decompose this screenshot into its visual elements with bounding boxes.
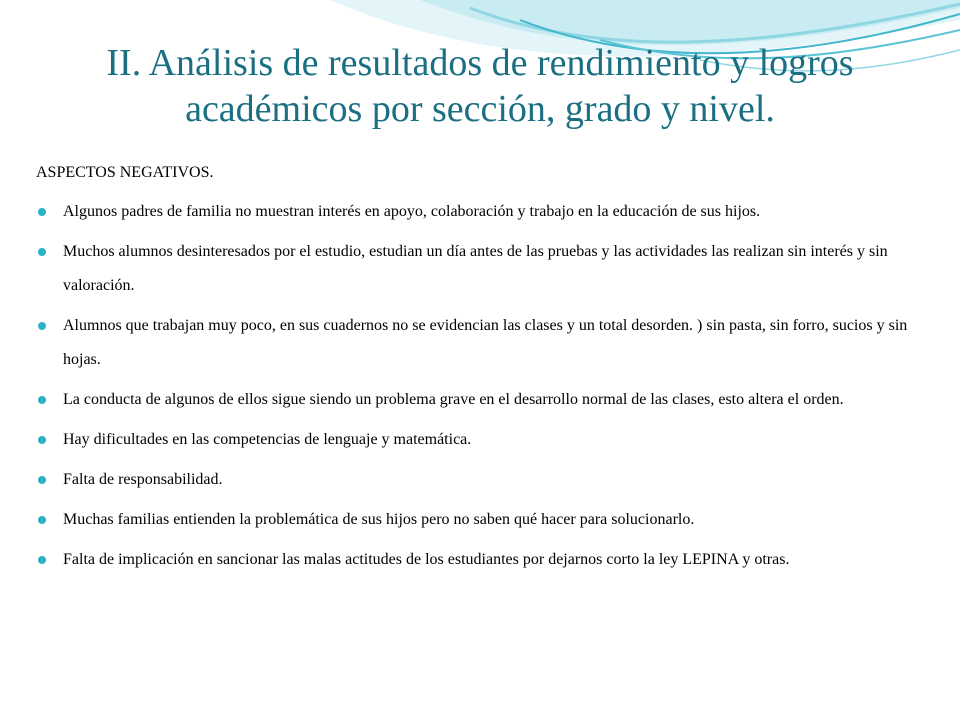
title-line-2: académicos por sección, grado y nivel. [185, 88, 775, 130]
bullet-icon [38, 436, 46, 444]
bullet-item [36, 423, 926, 457]
title-line-1: II. Análisis de resultados de rendimiento y logros [106, 42, 854, 84]
bullet-icon [38, 556, 46, 564]
bullet-list [36, 195, 926, 577]
bullet-text: Hay dificultades en las competencias de lenguaje y matemática. [63, 431, 472, 448]
bullet-icon [38, 476, 46, 484]
bullet-item [36, 235, 926, 303]
bullet-icon [38, 248, 46, 256]
bullet-item [36, 543, 926, 577]
section-subheading: ASPECTOS NEGATIVOS. [36, 164, 214, 181]
bullet-item [36, 463, 926, 497]
bullet-text: La conducta de algunos de ellos sigue siendo un problema grave en el desarrollo normal de las clases, esto altera el orden. [63, 391, 844, 408]
bullet-text: Falta de responsabilidad. [63, 471, 223, 488]
bullet-item [36, 383, 926, 417]
slide-body [36, 161, 926, 583]
bullet-item [36, 195, 926, 229]
bullet-icon [38, 396, 46, 404]
slide-title [20, 40, 940, 132]
bullet-icon [38, 208, 46, 216]
bullet-icon [38, 322, 46, 330]
bullet-text: Muchos alumnos desinteresados por el estudio, estudian un día antes de las pruebas y las actividades las realizan sin interés y sin valoración. [63, 243, 888, 294]
bullet-item [36, 503, 926, 537]
bullet-text: Falta de implicación en sancionar las malas actitudes de los estudiantes por dejarnos corto la ley LEPINA y otras. [63, 551, 790, 568]
bullet-item [36, 309, 926, 377]
bullet-text: Alumnos que trabajan muy poco, en sus cuadernos no se evidencian las clases y un total desorden. ) sin pasta, sin forro, sucios y sin hojas. [63, 317, 908, 368]
bullet-text: Algunos padres de familia no muestran interés en apoyo, colaboración y trabajo en la educación de sus hijos. [63, 203, 761, 220]
bullet-text: Muchas familias entienden la problemática de sus hijos pero no saben qué hacer para solucionarlo. [63, 511, 695, 528]
bullet-icon [38, 516, 46, 524]
